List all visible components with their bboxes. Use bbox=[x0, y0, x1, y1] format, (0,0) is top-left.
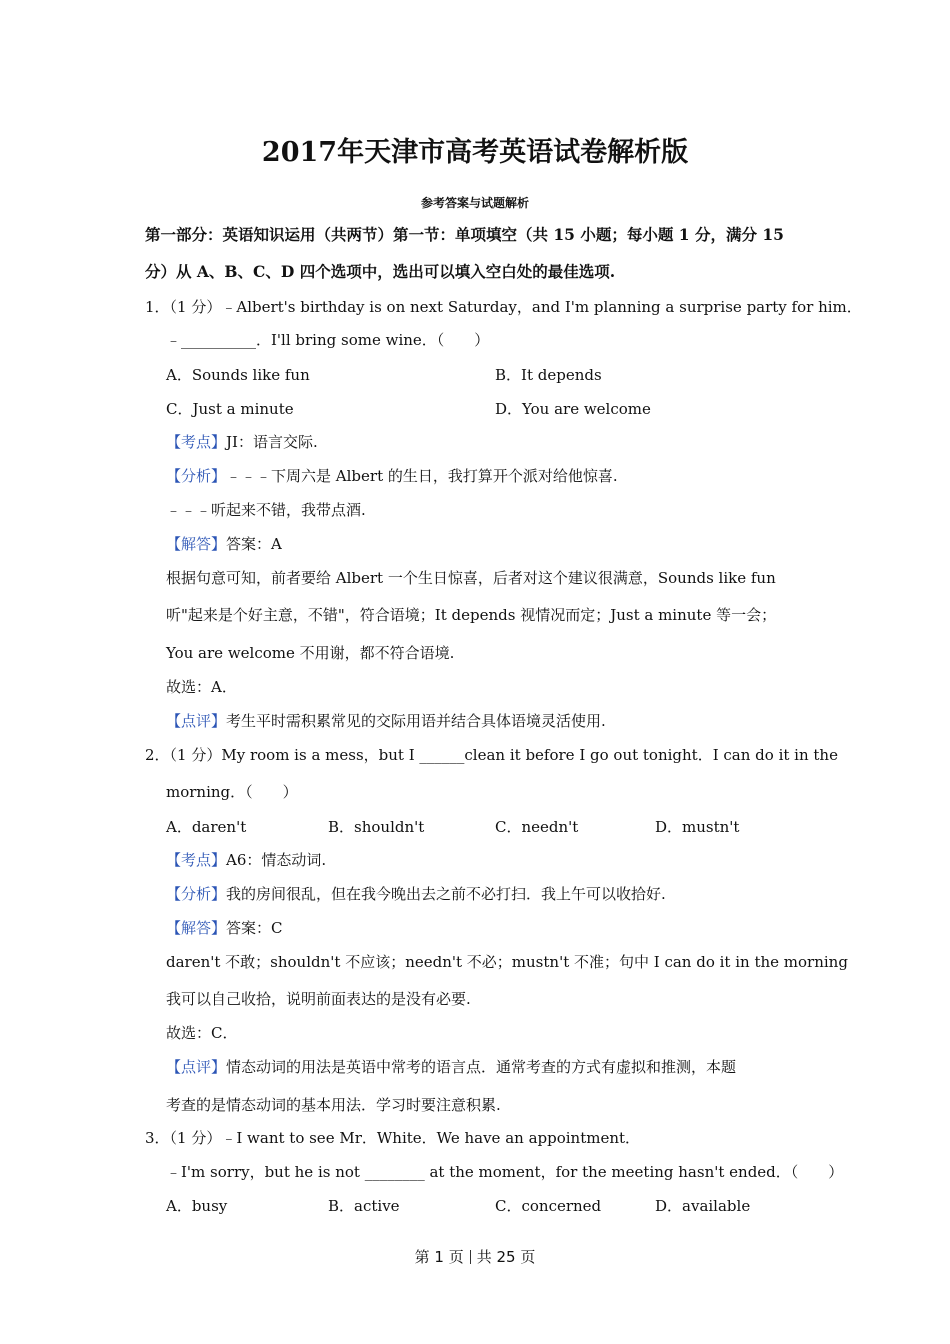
q1-stem: 1．（1 分）﹣Albert's birthday is on next Saturday，and I'm planning a surprise party for him． bbox=[145, 298, 862, 316]
q2-choice: 故选：C． bbox=[166, 1024, 238, 1042]
page-subtitle: 参考答案与试题解析 bbox=[420, 196, 529, 210]
kaodian-tag: 【考点】 bbox=[166, 851, 227, 869]
q2-option-b: B．shouldn't bbox=[328, 818, 425, 836]
page-title: 2017年天津市高考英语试卷解析版 bbox=[261, 137, 689, 168]
q1-option-a: A．Sounds like fun bbox=[166, 366, 310, 384]
dianping-tag: 【点评】 bbox=[166, 1058, 227, 1076]
jieda-text: 答案：A bbox=[226, 535, 282, 553]
q2-stem: 2．（1 分）My room is a mess，but I ______clean it before I go out tonight．I can do it in the bbox=[145, 746, 838, 764]
q3-option-d: D．available bbox=[655, 1197, 751, 1215]
kaodian-text: JI：语言交际. bbox=[226, 433, 318, 451]
jieda-tag: 【解答】 bbox=[166, 919, 227, 937]
dianping-text: 考生平时需积累常见的交际用语并结合具体语境灵活使用. bbox=[226, 712, 606, 730]
dianping-tag: 【点评】 bbox=[166, 712, 227, 730]
q1-jieda bbox=[166, 533, 282, 554]
fenxi-tag: 【分析】 bbox=[166, 885, 227, 903]
q2-jieda bbox=[166, 917, 283, 938]
section-instruction-line1: 第一部分：英语知识运用（共两节）第一节：单项填空（共 15 小题；每小题 1 分，满分 15 bbox=[145, 225, 784, 244]
q2-dianping bbox=[166, 1056, 736, 1077]
jieda-text: 答案：C bbox=[226, 919, 283, 937]
section-instruction-line2: 分）从 A、B、C、D 四个选项中，选出可以填入空白处的最佳选项. bbox=[145, 262, 616, 281]
q1-option-c: C．Just a minute bbox=[166, 400, 294, 418]
q3-option-b: B．active bbox=[328, 1197, 400, 1215]
q2-option-a: A．daren't bbox=[166, 818, 247, 836]
q2-dianping-line2: 考查的是情态动词的基本用法．学习时要注意积累. bbox=[166, 1096, 501, 1114]
q2-kaodian bbox=[166, 849, 326, 870]
q1-choice: 故选：A． bbox=[166, 678, 237, 696]
q3-stem-response: ﹣I'm sorry，but he is not ________ at the moment，for the meeting hasn't ended．（ ） bbox=[166, 1163, 844, 1181]
q2-option-c: C．needn't bbox=[495, 818, 579, 836]
q1-explanation-line2: 听"起来是个好主意，不错"，符合语境；It depends 视情况而定；Just a minute 等一会； bbox=[166, 606, 777, 624]
q2-stem-line2: morning．（ ） bbox=[166, 783, 298, 801]
q2-option-d: D．mustn't bbox=[655, 818, 740, 836]
q1-fenxi bbox=[166, 465, 618, 486]
q1-stem-response: ﹣__________．I'll bring some wine．（ ） bbox=[166, 331, 490, 349]
fenxi-text: 我的房间很乱，但在我今晚出去之前不必打扫．我上午可以收拾好. bbox=[226, 885, 666, 903]
q1-kaodian bbox=[166, 431, 318, 452]
jieda-tag: 【解答】 bbox=[166, 535, 227, 553]
q1-explanation-line1: 根据句意可知，前者要给 Albert 一个生日惊喜，后者对这个建议很满意，Sounds like fun bbox=[166, 569, 776, 587]
fenxi-text: ﹣﹣﹣下周六是 Albert 的生日，我打算开个派对给他惊喜. bbox=[226, 467, 618, 485]
q1-explanation-line3: You are welcome 不用谢，都不符合语境. bbox=[166, 644, 455, 662]
kaodian-tag: 【考点】 bbox=[166, 433, 227, 451]
q2-fenxi bbox=[166, 883, 666, 904]
footer-separator bbox=[470, 1250, 471, 1264]
q1-dianping bbox=[166, 710, 606, 731]
q2-explanation-line1: daren't 不敢；shouldn't 不应该；needn't 不必；mustn't 不准；句中 I can do it in the morning bbox=[166, 953, 848, 971]
q1-option-d: D．You are welcome bbox=[495, 400, 651, 418]
page-number: 第 1 页 bbox=[414, 1248, 464, 1266]
q3-stem: 3．（1 分）﹣I want to see Mr．White．We have an appointment． bbox=[145, 1129, 641, 1147]
q3-option-c: C．concerned bbox=[495, 1197, 602, 1215]
fenxi-tag: 【分析】 bbox=[166, 467, 227, 485]
q1-option-b: B．It depends bbox=[495, 366, 602, 384]
page-footer bbox=[0, 1246, 950, 1267]
page-total: 共 25 页 bbox=[476, 1248, 536, 1266]
q1-fenxi-line2: ﹣﹣﹣听起来不错，我带点酒. bbox=[166, 501, 366, 519]
q3-option-a: A．busy bbox=[166, 1197, 228, 1215]
kaodian-text: A6：情态动词. bbox=[226, 851, 327, 869]
dianping-text: 情态动词的用法是英语中常考的语言点．通常考查的方式有虚拟和推测，本题 bbox=[226, 1058, 737, 1076]
q2-explanation-line2: 我可以自己收拾，说明前面表达的是没有必要. bbox=[166, 990, 471, 1008]
